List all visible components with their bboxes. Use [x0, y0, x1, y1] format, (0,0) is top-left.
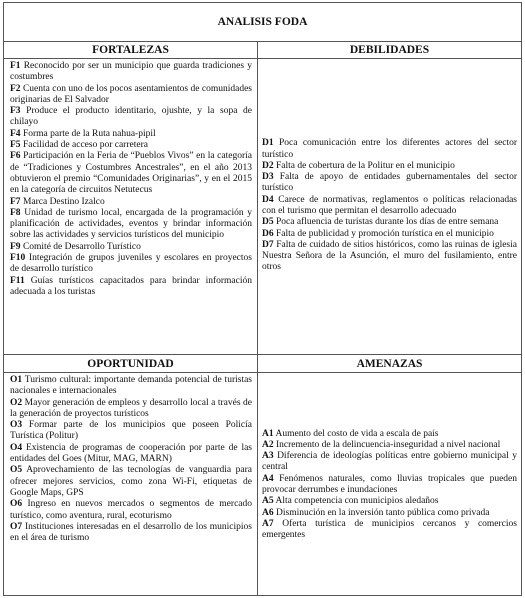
header-debilidades: DEBILIDADES: [258, 41, 521, 59]
item-text: Integración de grupos juveniles y escolares en proyectos de desarrollo turístico: [10, 253, 252, 275]
oportunidad-item: [10, 398, 252, 421]
item-code: F11: [10, 275, 25, 286]
item-code: F2: [10, 83, 21, 94]
item-text: Poca afluencia de turistas durante los días de entre semana: [273, 217, 499, 228]
item-text: Poca comunicación entre los diferentes actores del sector turístico: [262, 138, 517, 160]
item-text: Incremento de la delincuencia-inseguridad a nivel nacional: [273, 439, 501, 450]
amenazas-item: [262, 451, 517, 474]
fortalezas-item: [10, 151, 252, 196]
item-text: Produce el producto identitario, ojushte, y la sopa de chilayo: [10, 106, 252, 128]
item-text: Unidad de turismo local, encargada de la programación y planificación de actividades, eventos y brindar información sobre las actividades y servicios turísticos del municipio: [10, 207, 252, 241]
amenazas-item: [262, 508, 517, 519]
amenazas-item: [262, 440, 517, 451]
item-text: Formar parte de los municipios que poseen Policía Turística (Politur): [10, 420, 252, 442]
item-text: Comité de Desarrollo Turístico: [20, 241, 141, 252]
item-text: Existencia de programas de cooperación por parte de las entidades del Goes (Mitur, MAG, MARN): [10, 442, 252, 465]
item-text: Ingreso en nuevos mercados o segmentos de mercado turístico, como aventura, rural, ecoturismo: [10, 499, 252, 521]
fortalezas-cell: [6, 61, 256, 351]
oportunidad-item: [10, 375, 252, 398]
item-code: A3: [262, 451, 274, 462]
item-code: F10: [10, 253, 26, 264]
item-text: Fenómenos naturales, como lluvias tropicales que pueden provocar derrumbes e inundaciones: [262, 473, 517, 495]
fortalezas-item: [10, 208, 252, 242]
item-text: Facilidad de acceso por carretera: [20, 140, 148, 151]
fortalezas-item: [10, 253, 252, 276]
oportunidad-item: [10, 420, 252, 443]
item-text: Falta de cuidado de sitios históricos, como las ruinas de iglesia Nuestra Señora de la Asunción, el muro del fusilamiento, entre otros: [262, 239, 517, 273]
oportunidad-cell: [6, 375, 256, 595]
item-text: Falta de cobertura de la Politur en el municipio: [273, 160, 455, 171]
debilidades-item: [262, 161, 517, 172]
item-text: Participación en la Feria de “Pueblos Vivos” en la categoría de “Tradiciones y Costumbres Ancestrales”, en el año 2013 obtuvieron el premio “Comunidades Originarias”, y en el 2015 en la categoría de circuitos Netutecus: [10, 151, 252, 196]
oportunidad-list: [10, 375, 252, 544]
item-text: Disminución en la inversión tanto pública como privada: [273, 507, 490, 518]
oportunidad-item: [10, 499, 252, 522]
item-code: O1: [10, 375, 23, 385]
item-text: Reconocido por ser un municipio que guarda tradiciones y costumbres: [10, 61, 252, 83]
item-code: D7: [262, 239, 274, 250]
item-code: O6: [10, 499, 23, 510]
item-code: F5: [10, 140, 21, 151]
item-text: Falta de apoyo de entidades gubernamentales del sector turístico: [262, 172, 517, 194]
fortalezas-list: [10, 61, 252, 298]
item-code: F7: [10, 196, 21, 207]
fortalezas-item: [10, 242, 252, 253]
item-text: Aprovechamiento de las tecnologías de vanguardia para ofrecer mejores servicios, como zona Wi-Fi, etiquetas de Google Maps, GPS: [10, 465, 252, 498]
debilidades-item: [262, 138, 517, 161]
item-code: O7: [10, 521, 23, 532]
debilidades-item: [262, 172, 517, 195]
amenazas-item: [262, 519, 517, 542]
amenazas-item: [262, 474, 517, 497]
amenazas-list: [262, 429, 517, 542]
item-text: Instituciones interesadas en el desarrollo de los municipios en el área de turismo: [10, 521, 252, 544]
item-text: Marca Destino Izalco: [20, 196, 105, 207]
item-code: A7: [262, 518, 274, 529]
amenazas-item: [262, 429, 517, 440]
item-code: F8: [10, 207, 21, 218]
fortalezas-item: [10, 140, 252, 151]
table-title: ANALISIS FODA: [4, 3, 521, 42]
item-text: Oferta turística de municipios cercanos y comercios emergentes: [262, 518, 517, 541]
debilidades-cell: [258, 61, 521, 351]
item-code: D2: [262, 160, 274, 171]
item-code: F1: [10, 61, 21, 71]
item-text: Turismo cultural: importante demanda potencial de turistas nacionales e internacionales: [10, 375, 252, 397]
item-code: O2: [10, 397, 23, 408]
debilidades-list: [262, 138, 517, 274]
item-code: D5: [262, 217, 274, 228]
fortalezas-item: [10, 61, 252, 84]
debilidades-item: [262, 240, 517, 274]
item-code: D3: [262, 172, 274, 183]
item-text: Carece de normativas, reglamentos o políticas relacionadas con el turismo que permitan el desarrollo adecuado: [262, 194, 517, 216]
item-text: Mayor generación de empleos y desarrollo local a través de la generación de proyectos turísticos: [10, 397, 252, 419]
item-text: Diferencia de ideologías políticas entre gobierno municipal y central: [262, 451, 517, 473]
item-text: Forma parte de la Ruta nahua-pipil: [20, 128, 156, 139]
debilidades-item: [262, 229, 517, 240]
fortalezas-item: [10, 106, 252, 129]
item-text: Alta competencia con municipios aledaños: [273, 496, 439, 507]
fortalezas-item: [10, 276, 252, 299]
fortalezas-item: [10, 84, 252, 107]
header-fortalezas: FORTALEZAS: [4, 41, 257, 59]
debilidades-item: [262, 217, 517, 228]
item-code: A4: [262, 473, 274, 484]
item-code: A2: [262, 439, 274, 450]
item-code: F6: [10, 151, 21, 162]
item-code: A5: [262, 496, 274, 507]
item-code: D1: [262, 138, 274, 149]
oportunidad-item: [10, 465, 252, 499]
oportunidad-item: [10, 443, 252, 466]
item-code: D4: [262, 194, 274, 205]
fortalezas-item: [10, 197, 252, 208]
item-code: D6: [262, 228, 274, 239]
item-code: O3: [10, 420, 23, 431]
oportunidad-item: [10, 522, 252, 545]
amenazas-cell: [258, 375, 521, 595]
item-text: Cuenta con uno de los pocos asentamientos de comunidades originarias de El Salvador: [10, 83, 252, 105]
item-code: O4: [10, 442, 23, 453]
item-code: F3: [10, 106, 21, 117]
foda-table: [3, 2, 522, 596]
item-code: O5: [10, 465, 23, 476]
item-text: Aumento del costo de vida a escala de país: [273, 428, 439, 439]
header-amenazas: AMENAZAS: [258, 355, 521, 373]
item-code: A6: [262, 507, 274, 518]
item-code: A1: [262, 428, 274, 439]
item-code: F4: [10, 128, 21, 139]
fortalezas-item: [10, 129, 252, 140]
item-text: Guías turísticos capacitados para brindar información adecuada a los turistas: [10, 275, 252, 297]
item-code: F9: [10, 241, 21, 252]
item-text: Falta de publicidad y promoción turística en el municipio: [273, 228, 494, 239]
debilidades-item: [262, 195, 517, 218]
amenazas-item: [262, 496, 517, 507]
header-oportunidad: OPORTUNIDAD: [4, 355, 257, 373]
